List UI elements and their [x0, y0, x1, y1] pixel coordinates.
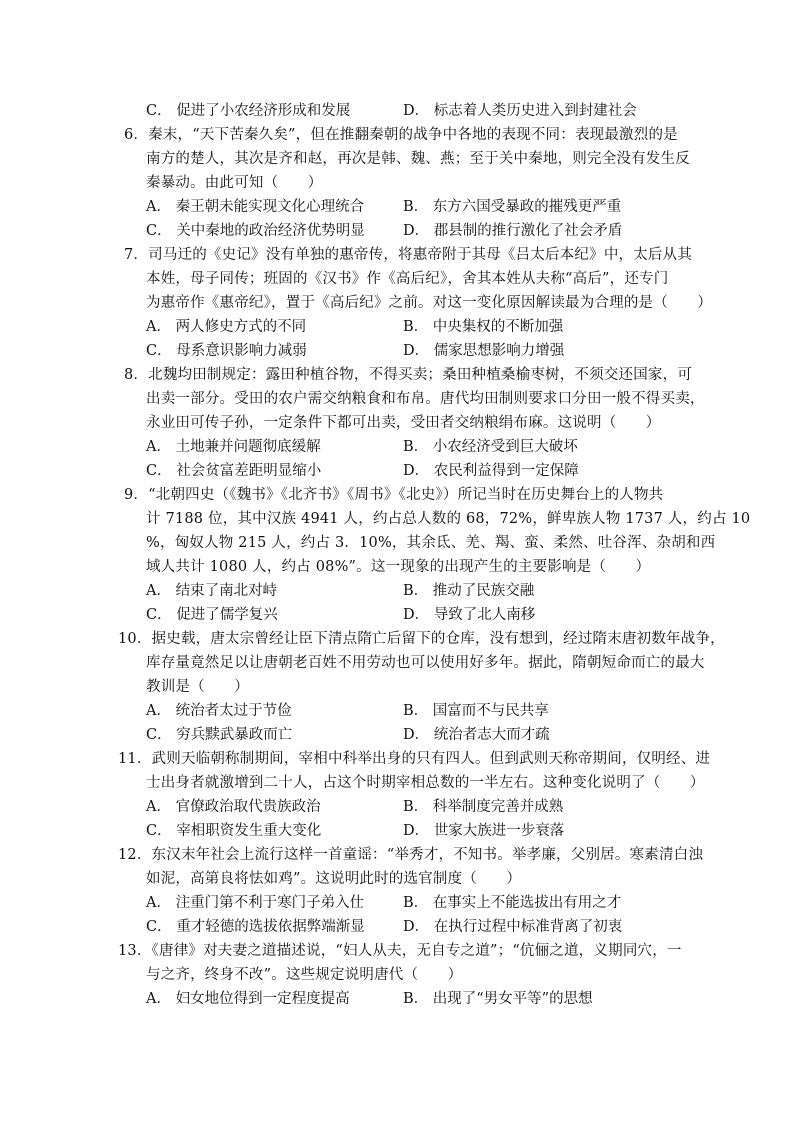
- q6-option-a: A． 秦王朝未能实现文化心理统合: [146, 199, 365, 215]
- q5-option-c: C． 促进了小农经济形成和发展: [146, 103, 351, 119]
- q13-option-b: B． 出现了“男女平等”的思想: [403, 991, 593, 1007]
- q10-option-d: D． 统治者志大而才疏: [403, 727, 550, 743]
- q9-option-b: B． 推动了民族交融: [403, 583, 535, 599]
- q12-option-b: B． 在事实上不能选拔出有用之才: [403, 895, 622, 911]
- q11-option-b: B． 科举制度完善并成熟: [403, 799, 564, 815]
- q9-stem-line-3: %，匈奴人物 215 人，约占 3．10%，其余氐、羌、羯、蛮、柔然、吐谷浑、杂胡和西: [146, 535, 716, 551]
- q12-option-d: D． 在执行过程中标准背离了初衷: [403, 919, 623, 935]
- q10-option-c: C． 穷兵黩武暴政而亡: [146, 727, 293, 743]
- q8-stem-line-3: 永业田可传子孙，一定条件下都可出卖，受田者交纳粮绢布麻。这说明（ ）: [146, 415, 661, 431]
- q8-stem-line-2: 出卖一部分。受田的农户需交纳粮食和布帛。唐代均田制则要求口分田一般不得买卖，: [146, 391, 705, 407]
- q9-option-a: A． 结束了南北对峙: [146, 583, 278, 599]
- q7-option-c: C． 母系意识影响力减弱: [146, 343, 307, 359]
- q6-stem-line-2: 南方的楚人，其次是齐和赵，再次是韩、魏、燕；至于关中秦地，则完全没有发生反: [146, 151, 690, 167]
- q13-stem-line-2: 与之齐，终身不改”。这些规定说明唐代（ ）: [146, 967, 463, 983]
- q13-option-a: A． 妇女地位得到一定程度提高: [146, 991, 350, 1007]
- q12-stem-line-1: 12．东汉末年社会上流行这样一首童谣：“举秀才，不知书。举孝廉，父别居。寒素清白浊: [118, 847, 704, 863]
- q7-option-d: D． 儒家思想影响力增强: [403, 343, 565, 359]
- q5-option-d: D． 标志着人类历史进入到封建社会: [403, 103, 637, 119]
- q6-option-b: B． 东方六国受暴政的摧残更严重: [403, 199, 622, 215]
- q9-option-c: C． 促进了儒学复兴: [146, 607, 278, 623]
- q12-option-a: A． 注重门第不利于寒门子弟入仕: [146, 895, 365, 911]
- q12-option-c: C． 重才轻德的选拔依据弊端渐显: [146, 919, 365, 935]
- q6-option-c: C． 关中秦地的政治经济优势明显: [146, 223, 365, 239]
- q11-option-a: A． 官僚政治取代贵族政治: [146, 799, 321, 815]
- q7-option-b: B． 中央集权的不断加强: [403, 319, 564, 335]
- q7-option-a: A． 两人修史方式的不同: [146, 319, 307, 335]
- q10-stem-line-3: 教训是（ ）: [146, 679, 249, 695]
- q9-option-d: D． 导致了北人南移: [403, 607, 536, 623]
- q7-stem-line-1: 7．司马迁的《史记》没有单独的惠帝传，将惠帝附于其母《吕太后本纪》中，太后从其: [124, 247, 693, 263]
- q7-stem-line-2: 本姓，母子同传；班固的《汉书》作《高后纪》，舍其本姓从夫称“高后”，还专门: [146, 271, 669, 287]
- q11-stem-line-1: 11．武则天临朝称制期间，宰相中科举出身的只有四人。但到武则天称帝期间，仅明经、进: [118, 751, 711, 767]
- q8-stem-line-1: 8．北魏均田制规定：露田种植谷物，不得买卖；桑田种植桑榆枣树，不须交还国家，可: [124, 367, 693, 383]
- q6-stem-line-1: 6．秦末，“天下苦秦久矣”，但在推翻秦朝的战争中各地的表现不同：表现最激烈的是: [124, 127, 678, 143]
- q11-option-c: C． 宰相职资发生重大变化: [146, 823, 322, 839]
- q12-stem-line-2: 如泥，高第良将怯如鸡”。这说明此时的选官制度（ ）: [146, 871, 522, 887]
- q8-option-d: D． 农民利益得到一定保障: [403, 463, 579, 479]
- q10-option-b: B． 国富而不与民共享: [403, 703, 549, 719]
- q8-option-c: C． 社会贫富差距明显缩小: [146, 463, 322, 479]
- q8-option-b: B． 小农经济受到巨大破坏: [403, 439, 578, 455]
- q9-stem-line-4: 域人共计 1080 人，约占 08%”。这一现象的出现产生的主要影响是（ ）: [146, 559, 651, 575]
- q10-stem-line-1: 10．据史载，唐太宗曾经让臣下清点隋亡后留下的仓库，没有想到，经过隋末唐初数年战争，: [118, 631, 725, 647]
- q11-option-d: D． 世家大族进一步衰落: [403, 823, 565, 839]
- q6-option-d: D． 郡县制的推行激化了社会矛盾: [403, 223, 623, 239]
- q10-stem-line-2: 库存量竟然足以让唐朝老百姓不用劳动也可以使用好多年。据此，隋朝短命而亡的最大: [146, 655, 705, 671]
- q9-stem-line-1: 9．“北朝四史（《魏书》《北齐书》《周书》《北史》）所记当时在历史舞台上的人物共: [124, 487, 664, 503]
- q7-stem-line-3: 为惠帝作《惠帝纪》，置于《高后纪》之前。对这一变化原因解读最为合理的是（ ）: [146, 295, 713, 311]
- q11-stem-line-2: 士出身者就激增到二十人，占这个时期宰相总数的一半左右。这种变化说明了（ ）: [146, 775, 705, 791]
- q9-stem-line-2: 计 7188 位，其中汉族 4941 人，约占总人数的 68，72%，鲜卑族人物 1737 人，约占 10: [146, 511, 751, 527]
- q8-option-a: A． 土地兼并问题彻底缓解: [146, 439, 321, 455]
- q6-stem-line-3: 秦暴动。由此可知（ ）: [146, 175, 323, 191]
- q13-stem-line-1: 13．《唐律》对夫妻之道描述说，“妇人从夫，无自专之道”；“伉俪之道，义期同穴，一: [118, 943, 682, 959]
- q10-option-a: A． 统治者太过于节俭: [146, 703, 292, 719]
